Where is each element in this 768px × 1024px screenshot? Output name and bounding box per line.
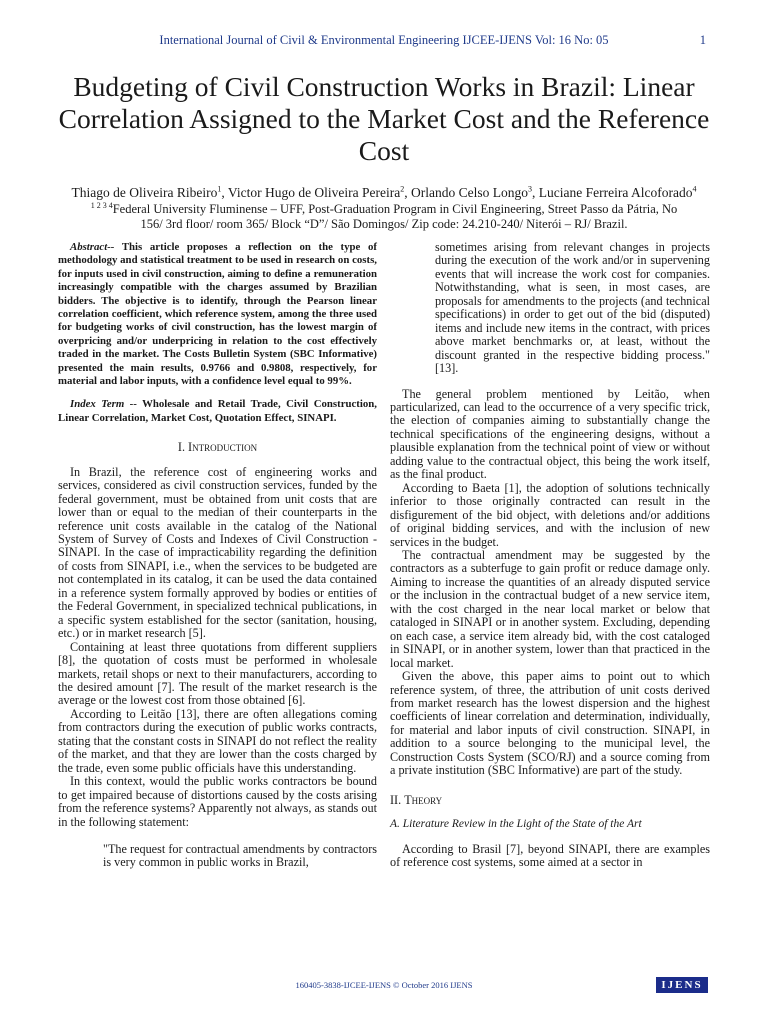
subsection-heading: A. Literature Review in the Light of the State of the Art — [390, 818, 642, 831]
paragraph: The general problem mentioned by Leitão, when particularized, can lead to the occurrence of a very specific trick, the election of companies aiming to substantially change the technical specifications of the engineering designs, without a plausible explanation from the technical point of view or without adding value to the contractual object, this being the work itself, as the final product. — [390, 386, 710, 482]
author-sup: 3 — [528, 184, 533, 194]
paragraph: In this context, would the public works contractors be bound to get impaired because of distortions caused by the costs arising from the reference systems? Apparently not always, as stands out in the following statement: — [58, 774, 377, 829]
index-terms-label: Index Term — [70, 398, 125, 411]
author-name: Orlando Celso Longo — [411, 185, 529, 200]
ijens-logo: IJENS — [656, 977, 708, 993]
paragraph: The contractual amendment may be suggested by the contractors as a subterfuge to gain profit or reduce damage only. Aiming to increase the quantities of an already disputed service or the inclusion in the contractual budget of a new service item, with the cost charged in the near local market or below that cataloged in SINAPI or in another system. Excluding, depending on each case, a service item already bid, with the cost cataloged in SINAPI, or in another system, lower than that practiced in the local market. — [390, 547, 710, 670]
section-number: I. — [177, 440, 189, 455]
affiliation — [80, 202, 688, 232]
paragraph: Containing at least three quotations from different suppliers [8], the quotation of costs must be performed in wholesale markets, retail shops or next to their manufacturers, according to the desired amount [7]. The result of the market research is the average or the lowest cost from those obtained [6]. — [58, 639, 377, 708]
affiliation-sup: 1 2 3 4 — [90, 200, 113, 210]
journal-title: International Journal of Civil & Environmental Engineering IJCEE-IJENS Vol: 16 No: 05 — [159, 33, 609, 47]
paragraph: According to Baeta [1], the adoption of solutions technically inferior to those originally contracted can result in the disfigurement of the bid object, with deletions and/or additions of original bidding services, and with the inclusion of new services in the budget. — [390, 480, 710, 549]
abstract-label: Abstract-- — [70, 241, 115, 253]
right-column — [390, 241, 710, 869]
author-list: Thiago de Oliveira Ribeiro$^1$, Victor Hugo de Oliveira Pereira$^2$, Orlando Celso Longo$^3$, Luciane Ferreira Alcoforado$^4$ — [71, 184, 697, 200]
abstract — [58, 241, 377, 388]
block-quote-start: "The request for contractual amendments by contractors is very common in public works in Brazil, — [103, 841, 377, 870]
paper-title: Budgeting of Civil Construction Works in Brazil: Linear Correlation Assigned to the Market Cost and the Reference Cost — [58, 71, 710, 166]
running-header — [0, 33, 768, 49]
abstract-text: This article proposes a reflection on the type of methodology and statistical treatment to be used in research on costs, for inputs used in civil construction, aiming to define a remuneration increasingly compatible with the charges assumed by Brazilian bidders. The objective is to identify, through the Pearson linear correlation coefficient, which reference system, among the three used for budgeting works of civil construction, has the lowest margin of overpricing and/or underpricing in relation to the cost effectively traded in the market. The Costs Bulletin System (SBC Informative) presented the main results, 0.9766 and 0.9808, respectively, for material and labor inputs, with a confidence level equal to 99%. — [58, 241, 377, 388]
author-name: Victor Hugo de Oliveira Pereira — [227, 185, 401, 200]
paragraph: In Brazil, the reference cost of engineering works and services, considered as civil construction services, funded by the federal government, must be obtained from unit costs that are lower than or equal to the median of their counterparts in the reference unit costs available in the catalog of the National System of Survey of Costs and Indexes of Civil Construction - SINAPI. In the case of impracticability regarding the definition of costs from SINAPI, i.e., when the services to be budgeted are not contemplated in its catalog, it can be used the data contained in a reference system formally approved by bodies or entities of the Federal Government, in specialized technical publications, in a specific system established for the sector (sanitation, housing, etc.) or in market research [5]. — [58, 464, 377, 641]
index-terms-text: -- Wholesale and Retail Trade, Civil Construction, Linear Correlation, Market Cost, Quotation Effect, SINAPI. — [58, 398, 377, 424]
left-column — [58, 241, 377, 870]
section-number: II. — [390, 792, 405, 807]
paragraph: According to Leitão [13], there are often allegations coming from contractors during the execution of public works contracts, stating that the constant costs in SINAPI do not reflect the reality of the market, and that they are lower than the costs charged by the trade, even some public officials have this understanding. — [58, 706, 377, 775]
author-sup: 4 — [692, 184, 697, 194]
paragraph: Given the above, this paper aims to point out to which reference system, of three, the attribution of unit costs derived from market research has the lowest dispersion and the highest coefficients of linear correlation and determination, individually, for material and labor inputs of civil construction. SINAPI, in addition to a source belonging to the municipal level, the Construction Costs System (SCO/RJ) and a source coming from a private institution (SBC Informative) are part of the study. — [390, 669, 710, 778]
section-title: Theory — [404, 792, 443, 807]
paragraph: According to Brasil [7], beyond SINAPI, there are examples of reference cost systems, some aimed at a sector in — [390, 841, 710, 870]
author-name: Thiago de Oliveira Ribeiro — [71, 185, 218, 200]
author-name: Luciane Ferreira Alcoforado — [538, 185, 693, 200]
author-sup: 1 — [217, 184, 222, 194]
index-terms — [58, 398, 377, 425]
block-quote-continued: sometimes arising from relevant changes in projects during the execution of the work and/or in supervening events that will increase the work cost for companies. Notwithstanding, what is seen, in most cases, are proposals for amendments to the projects (and technical specifications) in order to get out of the bid (disputed) items and include new items in the contract, with prices above market benchmarks or, at least, without the discount granted in the respective bidding process." [13]. — [435, 240, 710, 376]
author-sup: 2 — [400, 184, 405, 194]
footer-text: 160405-3838-IJCEE-IJENS © October 2016 IJENS — [295, 980, 473, 990]
page-number: 1 — [699, 33, 706, 47]
section-heading-theory — [390, 794, 710, 807]
section-heading-introduction — [58, 441, 377, 454]
affiliation-text: Federal University Fluminense – UFF, Post-Graduation Program in Civil Engineering, Street Passo da Pátria, No 156/ 3rd floor/ room 365/ Block “D”/ São Domingos/ Zip code: 24.210-240/ Niterói – RJ/ Brazil. — [112, 202, 678, 231]
section-title: Introduction — [188, 440, 258, 455]
